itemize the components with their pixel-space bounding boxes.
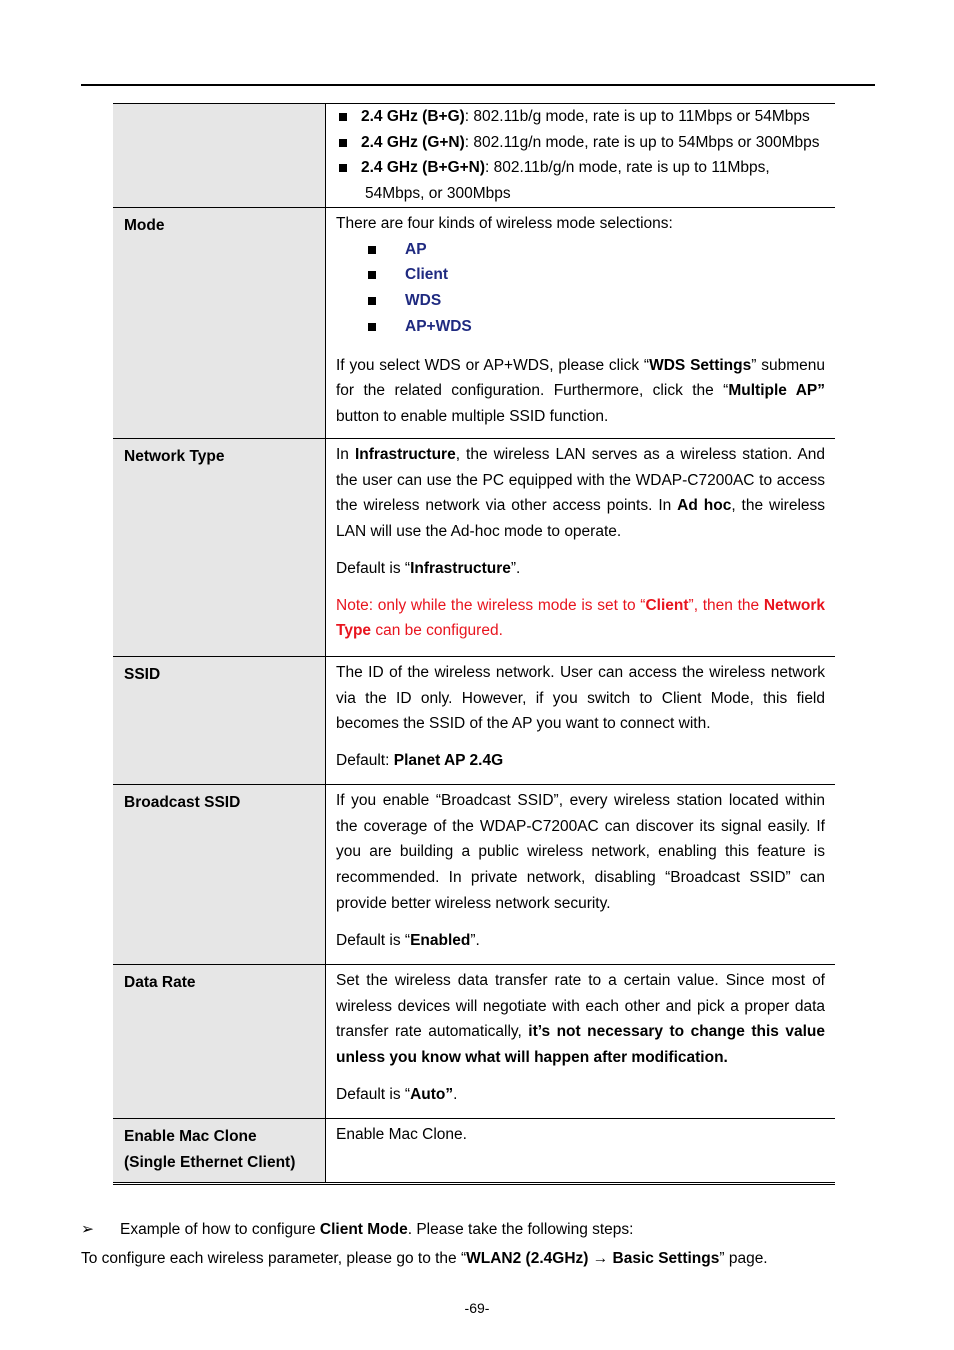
arrow-bullet-icon: ➢ bbox=[81, 1221, 94, 1238]
band-name: 2.4 GHz (G+N) bbox=[361, 133, 465, 151]
network-type-default: Default is “Infrastructure”. bbox=[336, 559, 521, 577]
band-name: 2.4 GHz (B+G) bbox=[361, 108, 465, 125]
band-detail: : 802.11b/g/n mode, rate is up to 11Mbps, bbox=[485, 159, 770, 177]
mode-option-client: Client bbox=[368, 262, 825, 288]
row-description bbox=[326, 104, 836, 208]
table-bottom-rule bbox=[113, 1184, 835, 1185]
row-label: Enable Mac Clone (Single Ethernet Client) bbox=[113, 1119, 326, 1183]
table-row bbox=[113, 785, 835, 965]
ssid-default: Default: Planet AP 2.4G bbox=[336, 752, 504, 770]
list-item bbox=[336, 104, 825, 130]
row-description: Enable Mac Clone. bbox=[326, 1119, 836, 1183]
header-rule bbox=[81, 84, 875, 86]
parameter-table bbox=[113, 103, 835, 1183]
ssid-text: The ID of the wireless network. User can access the wireless network via the ID only. However, if you switch to Client Mode, this field becomes the SSID of the AP you want to connect with. bbox=[336, 664, 825, 733]
table-row bbox=[113, 1119, 835, 1183]
row-label: Network Type bbox=[113, 439, 326, 657]
mode-option-ap: AP bbox=[368, 237, 825, 263]
band-list bbox=[336, 104, 825, 207]
band-name: 2.4 GHz (B+G+N) bbox=[361, 159, 486, 177]
row-label: Mode bbox=[113, 208, 326, 439]
table-row bbox=[113, 439, 835, 657]
broadcast-ssid-default: Default is “Enabled”. bbox=[336, 931, 480, 949]
network-type-text: In Infrastructure, the wireless LAN serves as a wireless station. And the user can use the PC equipped with the WDAP-C7200AC to access the wireless network via other access points. In Ad hoc, the wireless LAN will use the Ad-hoc mode to operate. bbox=[336, 446, 826, 541]
mode-options bbox=[336, 237, 825, 340]
row-label: Data Rate bbox=[113, 965, 326, 1119]
list-item-continuation: 54Mbps, or 300Mbps bbox=[365, 185, 511, 203]
list-item bbox=[336, 130, 825, 156]
data-rate-default: Default is “Auto”. bbox=[336, 1085, 458, 1103]
band-detail: : 802.11g/n mode, rate is up to 54Mbps or 300Mbps bbox=[464, 133, 820, 151]
page-number: -69- bbox=[464, 1300, 490, 1316]
row-description bbox=[326, 785, 836, 965]
network-type-note: Note: only while the wireless mode is set to “Client”, then the Network Type can be configured. bbox=[336, 596, 826, 640]
row-description bbox=[326, 657, 836, 785]
row-label bbox=[113, 104, 326, 208]
row-description bbox=[326, 965, 836, 1119]
row-description bbox=[326, 208, 836, 439]
row-label: Broadcast SSID bbox=[113, 785, 326, 965]
band-detail: : 802.11b/g mode, rate is up to 11Mbps or 54Mbps bbox=[464, 108, 810, 125]
row-label: SSID bbox=[113, 657, 326, 785]
table-row bbox=[113, 208, 835, 439]
data-rate-text: Set the wireless data transfer rate to a certain value. Since most of wireless devices will negotiate with each other and pick a proper data transfer rate automatically, it’s not necessary to change this value unless you know what will happen after modification. bbox=[336, 972, 825, 1067]
config-instruction: To configure each wireless parameter, please go to the “WLAN2 (2.4GHz) → Basic Settings” page. bbox=[81, 1250, 768, 1267]
mode-intro: There are four kinds of wireless mode selections: bbox=[336, 215, 673, 232]
mode-option-wds: WDS bbox=[368, 288, 825, 314]
mode-option-ap-wds: AP+WDS bbox=[368, 314, 825, 340]
broadcast-ssid-text: If you enable “Broadcast SSID”, every wireless station located within the coverage of the WDAP-C7200AC can discover its signal easily. If you are building a public wireless network, enabling this feature is recommended. In private network, disabling “Broadcast SSID” can provide better wireless network security. bbox=[336, 792, 825, 912]
table-row bbox=[113, 657, 835, 785]
list-item bbox=[336, 155, 825, 181]
table-row bbox=[113, 104, 835, 208]
mode-note: If you select WDS or AP+WDS, please click “WDS Settings” submenu for the related configuration. Furthermore, click the “Multiple AP” button to enable multiple SSID function. bbox=[336, 356, 826, 425]
row-description bbox=[326, 439, 836, 657]
table-row bbox=[113, 965, 835, 1119]
